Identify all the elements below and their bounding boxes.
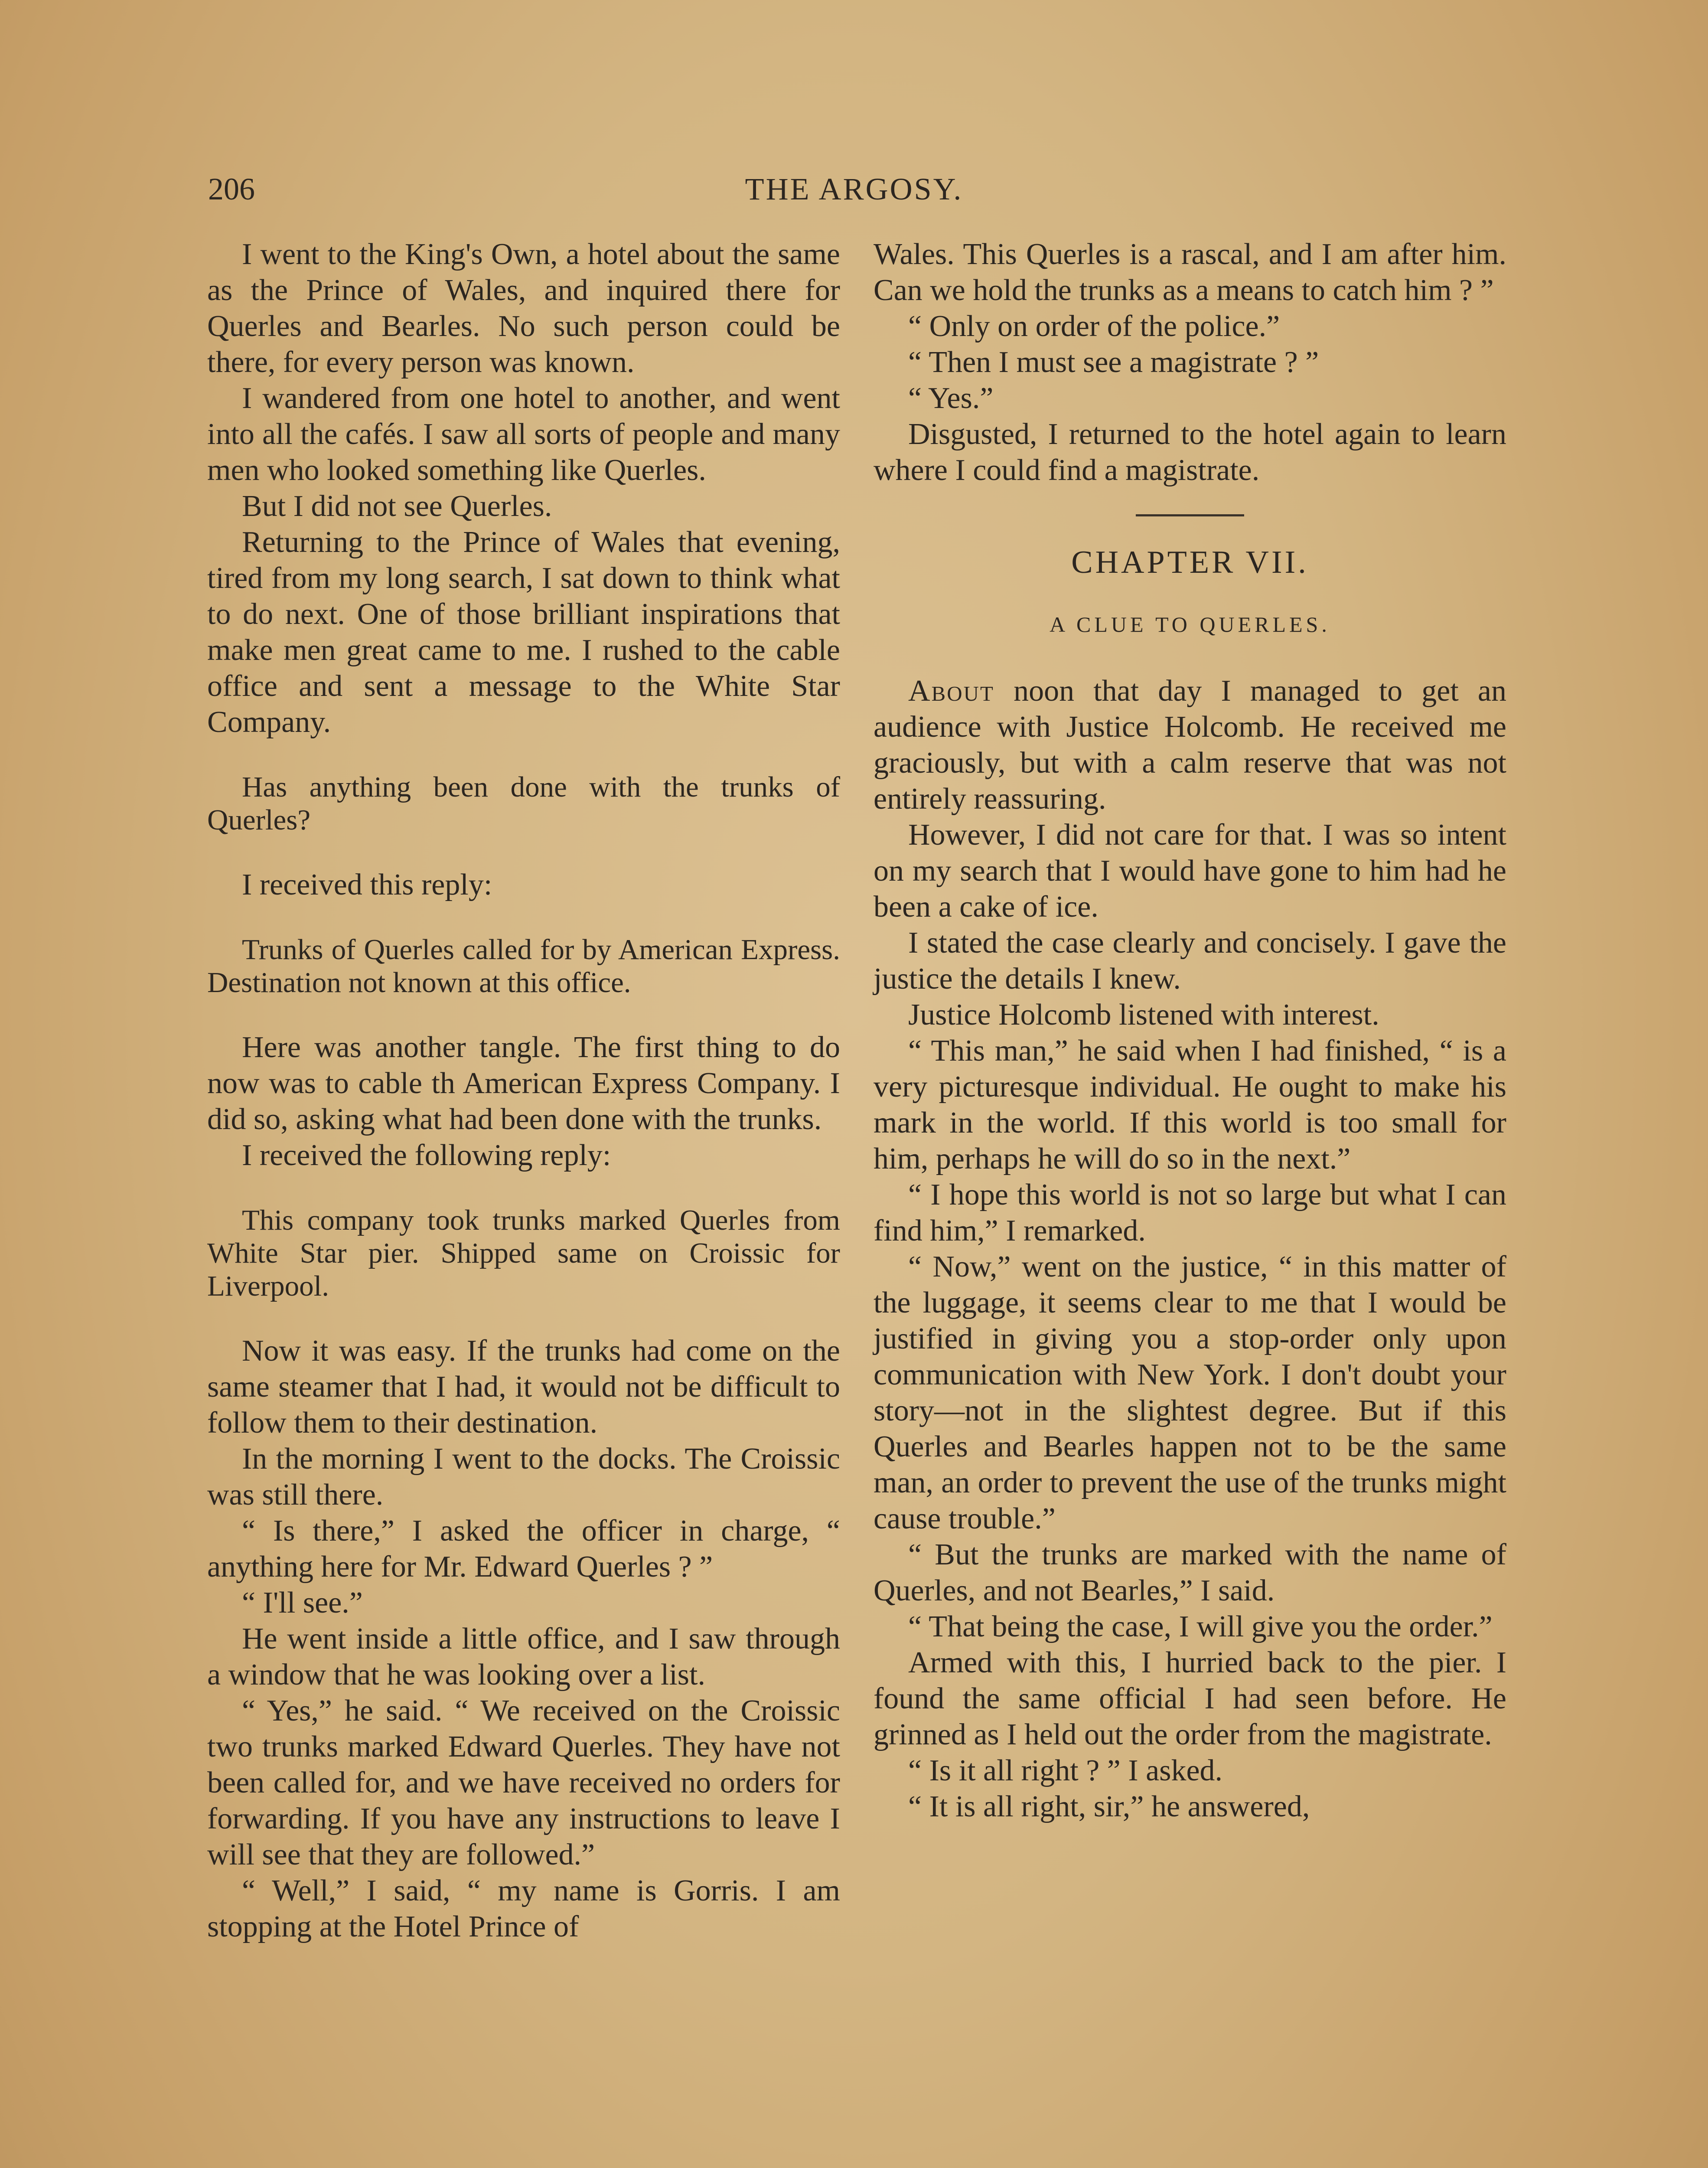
paragraph: “ Yes,” he said. “ We received on the Croissic two trunks marked Edward Querles. They have not been called for, and we have received no orders for forwarding. If you have any instructions to leave I will see that they are followed.”: [207, 1694, 840, 1871]
paragraph: [874, 673, 1506, 817]
left-column: [207, 236, 840, 1945]
cable-reply: Trunks of Querles called for by American Express. Destination not known at this office.: [207, 934, 840, 999]
chapter-title: CHAPTER VII.: [1071, 545, 1309, 580]
paragraph: Armed with this, I hurried back to the pier. I found the same official I had seen before. He grinned as I held out the order from the magistrate.: [874, 1646, 1506, 1751]
cable-message: Has anything been done with the trunks of Querles?: [207, 771, 840, 836]
cable-reply: This company took trunks marked Querles from White Star pier. Shipped same on Croissic for Liverpool.: [207, 1204, 840, 1302]
paragraph: In the morning I went to the docks. The Croissic was still there.: [207, 1442, 840, 1512]
section-divider: [1136, 514, 1244, 516]
paragraph: I received the following reply:: [242, 1139, 611, 1172]
page-header: [208, 171, 1500, 210]
paragraph: However, I did not care for that. I was so intent on my search that I would have gone to him had he been a cake of ice.: [874, 818, 1506, 924]
paragraph: Returning to the Prince of Wales that evening, tired from my long search, I sat down to think what to do next. One of those brilliant inspirations that make men great came to me. I rushed to the cable office and sent a message to the White Star Company.: [207, 526, 840, 739]
paragraph: “ But the trunks are marked with the name of Querles, and not Bearles,” I said.: [874, 1538, 1506, 1607]
paragraph: Disgusted, I returned to the hotel again to learn where I could find a magistrate.: [874, 418, 1506, 487]
lead-in-word: About: [908, 674, 994, 708]
paragraph: I stated the case clearly and concisely. I gave the justice the details I knew.: [874, 926, 1506, 996]
paragraph: “ That being the case, I will give you the order.”: [908, 1610, 1493, 1643]
paragraph: Wales. This Querles is a rascal, and I am after him. Can we hold the trunks as a means to catch him ? ”: [874, 238, 1506, 307]
paragraph: “ I hope this world is not so large but what I can find him,” I remarked.: [874, 1178, 1506, 1247]
paragraph: “ Now,” went on the justice, “ in this matter of the luggage, it seems clear to me that I would be justified in giving you a stop-order only upon communication with New York. I don't doubt your story—not in the slightest degree. But if this Querles and Bearles happen not to be the same man, an order to prevent the use of the trunks might cause trouble.”: [874, 1250, 1506, 1535]
paragraph: “ It is all right, sir,” he answered,: [908, 1790, 1310, 1823]
paragraph: “ Is it all right ? ” I asked.: [908, 1754, 1223, 1787]
paragraph: Justice Holcomb listened with interest.: [908, 998, 1379, 1032]
running-title: THE ARGOSY.: [745, 172, 963, 206]
paragraph: He went inside a little office, and I saw through a window that he was looking over a list.: [207, 1622, 840, 1691]
paragraph: “ Then I must see a magistrate ? ”: [908, 346, 1319, 379]
paragraph: But I did not see Querles.: [242, 490, 552, 523]
page-number: 206: [208, 172, 255, 206]
paragraph: “ Is there,” I asked the officer in charge, “ anything here for Mr. Edward Querles ? ”: [207, 1514, 840, 1584]
right-column: [874, 236, 1506, 1825]
paragraph: I received this reply:: [242, 868, 492, 901]
paragraph-text: noon that day I managed to get an audience with Justice Holcomb. He received me graciously, but with a calm reserve that was not entirely reassuring.: [874, 674, 1506, 816]
paragraph: I went to the King's Own, a hotel about the same as the Prince of Wales, and inquired there for Querles and Bearles. No such person could be there, for every person was known.: [207, 238, 840, 379]
paragraph: “ I'll see.”: [242, 1586, 363, 1619]
paragraph: “ Well,” I said, “ my name is Gorris. I am stopping at the Hotel Prince of: [207, 1874, 840, 1943]
paragraph: “ Only on order of the police.”: [908, 310, 1280, 343]
paragraph: “ Yes.”: [908, 382, 994, 415]
paragraph: I wandered from one hotel to another, and went into all the cafés. I saw all sorts of people and many men who looked something like Querles.: [207, 382, 840, 487]
paragraph: “ This man,” he said when I had finished, “ is a very picturesque individual. He ought to make his mark in the world. If this world is too small for him, perhaps he will do so in the next.”: [874, 1034, 1506, 1175]
chapter-subtitle: A CLUE TO QUERLES.: [1050, 612, 1330, 637]
paragraph: Here was another tangle. The first thing to do now was to cable th American Express Company. I did so, asking what had been done with the trunks.: [207, 1031, 840, 1136]
paragraph: Now it was easy. If the trunks had come on the same steamer that I had, it would not be difficult to follow them to their destination.: [207, 1334, 840, 1440]
